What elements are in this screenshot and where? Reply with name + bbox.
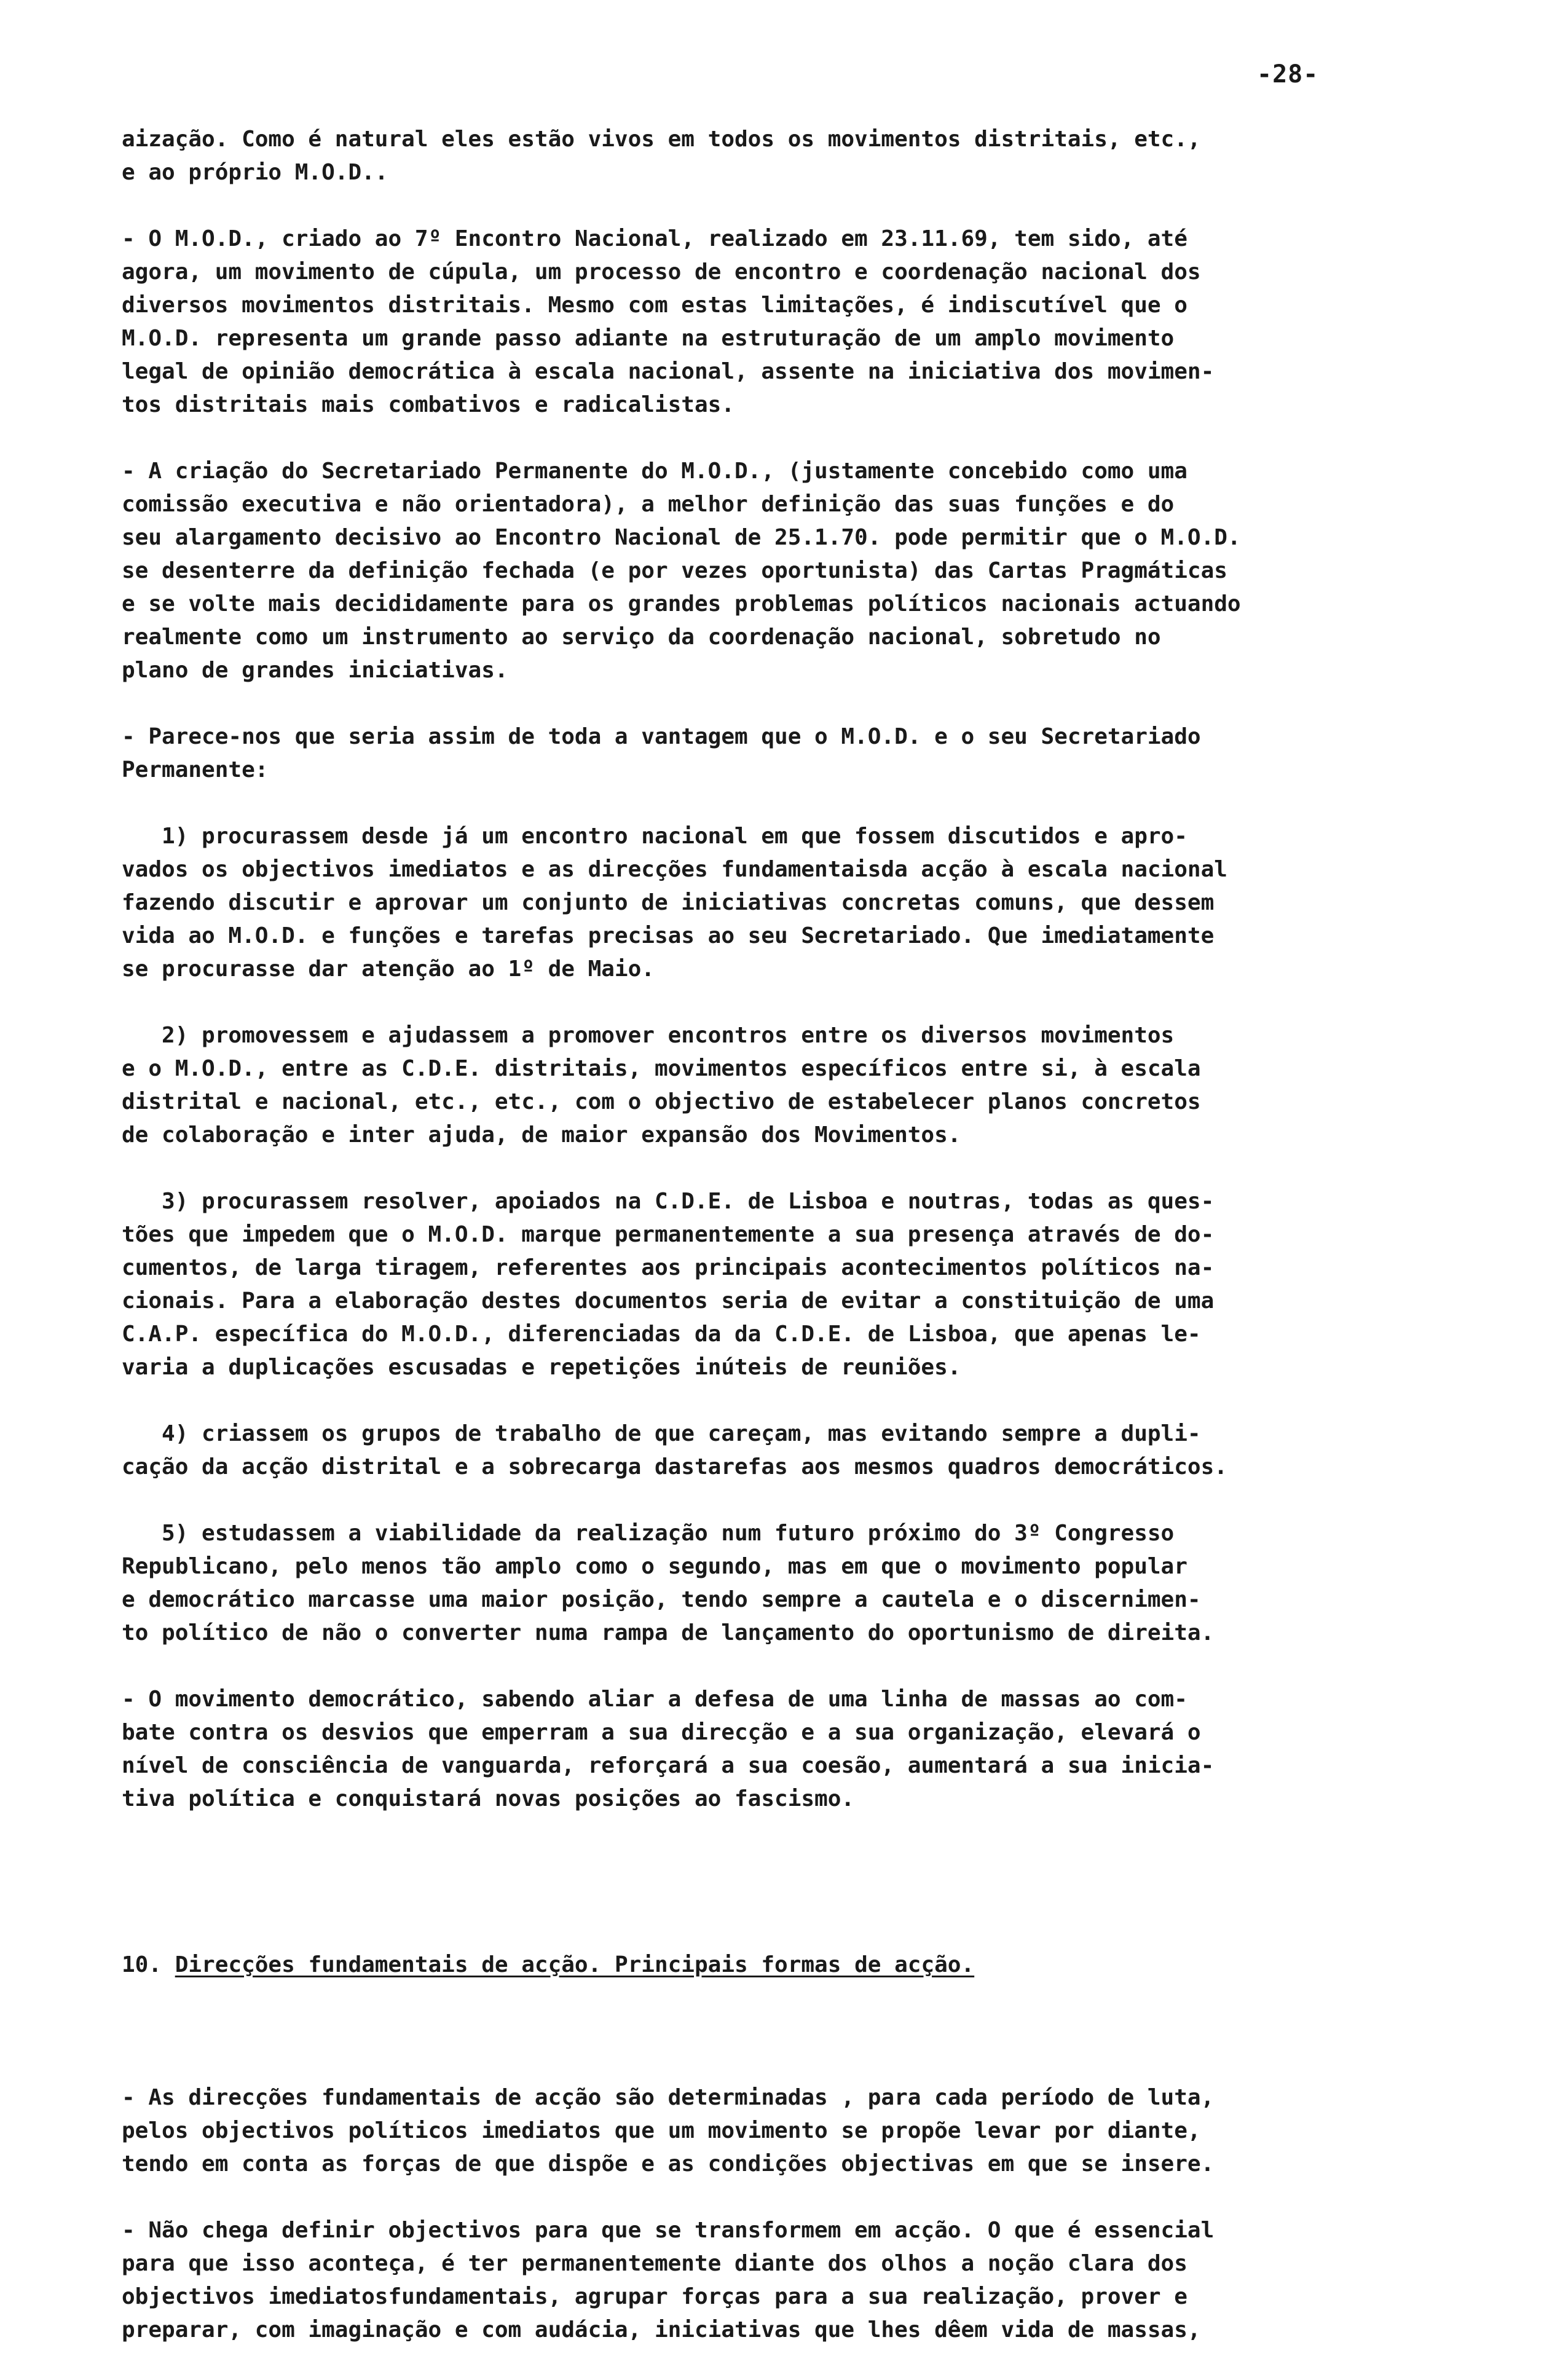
text-line: tendo em conta as forças de que dispõe e as condições objectivas em que se insere. — [122, 2151, 1215, 2177]
text-line: tões que impedem que o M.O.D. marque permanentemente a sua presença através de do- — [122, 1222, 1215, 1247]
paragraph — [122, 820, 1474, 986]
text-line: varia a duplicações escusadas e repetições inúteis de reuniões. — [122, 1355, 961, 1380]
section-heading-title: Direcções fundamentais de acção. Principais formas de acção. — [175, 1952, 975, 1977]
text-line: diversos movimentos distritais. Mesmo com estas limitações, é indiscutível que o — [122, 293, 1188, 318]
text-line: vados os objectivos imediatos e as direcções fundamentaisda acção à escala nacional — [122, 857, 1227, 882]
text-line: pelos objectivos políticos imediatos que um movimento se propõe levar por diante, — [122, 2118, 1201, 2143]
text-line: distrital e nacional, etc., etc., com o objectivo de estabelecer planos concretos — [122, 1089, 1201, 1114]
paragraph — [122, 1683, 1474, 1816]
paragraph — [122, 223, 1474, 422]
text-line: cumentos, de larga tiragem, referentes aos principais acontecimentos políticos na- — [122, 1255, 1215, 1280]
text-line: - A criação do Secretariado Permanente do M.O.D., (justamente concebido como uma — [122, 459, 1188, 484]
paragraph — [122, 123, 1474, 189]
text-line: bate contra os desvios que emperram a sua direcção e a sua organização, elevará o — [122, 1720, 1201, 1745]
paragraph — [122, 1517, 1474, 1650]
text-line: - Parece-nos que seria assim de toda a vantagem que o M.O.D. e o seu Secretariado — [122, 724, 1201, 749]
section-heading-number: 10. — [122, 1952, 175, 1977]
paragraph — [122, 2081, 1474, 2181]
text-line: - O movimento democrático, sabendo aliar a defesa de uma linha de massas ao com- — [122, 1687, 1188, 1712]
text-line: de colaboração e inter ajuda, de maior expansão dos Movimentos. — [122, 1122, 961, 1148]
text-line: se procurasse dar atenção ao 1º de Maio. — [122, 956, 655, 982]
text-line: vida ao M.O.D. e funções e tarefas precisas ao seu Secretariado. Que imediatamente — [122, 923, 1215, 948]
text-line: e se volte mais decididamente para os grandes problemas políticos nacionais actuando — [122, 591, 1241, 617]
text-line: - Não chega definir objectivos para que se transformem em acção. O que é essencial — [122, 2218, 1215, 2243]
text-line: cionais. Para a elaboração destes documentos seria de evitar a constituição de uma — [122, 1288, 1215, 1314]
text-line: se desenterre da definição fechada (e por vezes oportunista) das Cartas Pragmáticas — [122, 558, 1227, 583]
text-line: nível de consciência de vanguarda, reforçará a sua coesão, aumentará a sua inicia- — [122, 1753, 1215, 1778]
text-line: Permanente: — [122, 757, 269, 782]
paragraph — [122, 1185, 1474, 1384]
text-line: para que isso aconteça, é ter permanentemente diante dos olhos a noção clara dos — [122, 2251, 1188, 2276]
text-line: realmente como um instrumento ao serviço da coordenação nacional, sobretudo no — [122, 625, 1161, 650]
text-line: 1) procurassem desde já um encontro nacional em que fossem discutidos e apro- — [122, 824, 1188, 849]
text-line: e democrático marcasse uma maior posição, tendo sempre a cautela e o discernimen- — [122, 1587, 1201, 1612]
text-line: cação da acção distrital e a sobrecarga dastarefas aos mesmos quadros democráticos. — [122, 1454, 1227, 1480]
page-number: -28- — [1257, 60, 1319, 89]
text-line: tos distritais mais combativos e radicalistas. — [122, 392, 735, 417]
text-line: legal de opinião democrática à escala nacional, assente na iniciativa dos movimen- — [122, 359, 1215, 384]
paragraph — [122, 2214, 1474, 2347]
text-line: 5) estudassem a viabilidade da realização num futuro próximo do 3º Congresso — [122, 1521, 1175, 1546]
text-line: e ao próprio M.O.D.. — [122, 160, 388, 185]
text-line: e o M.O.D., entre as C.D.E. distritais, movimentos específicos entre si, à escala — [122, 1056, 1201, 1081]
text-line: objectivos imediatosfundamentais, agrupar forças para a sua realização, prover e — [122, 2284, 1188, 2309]
paragraph — [122, 1019, 1474, 1152]
text-line: fazendo discutir e aprovar um conjunto de iniciativas concretas comuns, que dessem — [122, 890, 1215, 915]
section-heading — [122, 1882, 1474, 2048]
text-line: preparar, com imaginação e com audácia, iniciativas que lhes dêem vida de massas, — [122, 2317, 1201, 2343]
text-line: Republicano, pelo menos tão amplo como o segundo, mas em que o movimento popular — [122, 1554, 1188, 1579]
paragraphs-after-heading — [122, 2081, 1474, 2347]
paragraph — [122, 720, 1474, 787]
text-line: M.O.D. representa um grande passo adiante na estruturação de um amplo movimento — [122, 326, 1175, 351]
text-line: 3) procurassem resolver, apoiados na C.D.E. de Lisboa e noutras, todas as ques- — [122, 1189, 1215, 1214]
text-line: agora, um movimento de cúpula, um processo de encontro e coordenação nacional dos — [122, 259, 1201, 285]
paragraph — [122, 1417, 1474, 1484]
text-line: 2) promovessem e ajudassem a promover encontros entre os diversos movimentos — [122, 1023, 1175, 1048]
text-line: to político de não o converter numa rampa de lançamento do oportunismo de direita. — [122, 1620, 1215, 1645]
text-line: seu alargamento decisivo ao Encontro Nacional de 25.1.70. pode permitir que o M.O.D. — [122, 525, 1241, 550]
text-line: plano de grandes iniciativas. — [122, 658, 508, 683]
text-line: - As direcções fundamentais de acção são determinadas , para cada período de luta, — [122, 2085, 1215, 2110]
document-body — [122, 123, 1474, 2380]
text-line: C.A.P. específica do M.O.D., diferenciadas da da C.D.E. de Lisboa, que apenas le- — [122, 1322, 1201, 1347]
text-line: aização. Como é natural eles estão vivos em todos os movimentos distritais, etc., — [122, 127, 1201, 152]
text-line: tiva política e conquistará novas posições ao fascismo. — [122, 1786, 855, 1811]
text-line: comissão executiva e não orientadora), a melhor definição das suas funções e do — [122, 492, 1175, 517]
paragraphs-before-heading — [122, 123, 1474, 1816]
text-line: - O M.O.D., criado ao 7º Encontro Nacional, realizado em 23.11.69, tem sido, até — [122, 226, 1188, 251]
text-line: 4) criassem os grupos de trabalho de que careçam, mas evitando sempre a dupli- — [122, 1421, 1201, 1446]
paragraph — [122, 455, 1474, 687]
